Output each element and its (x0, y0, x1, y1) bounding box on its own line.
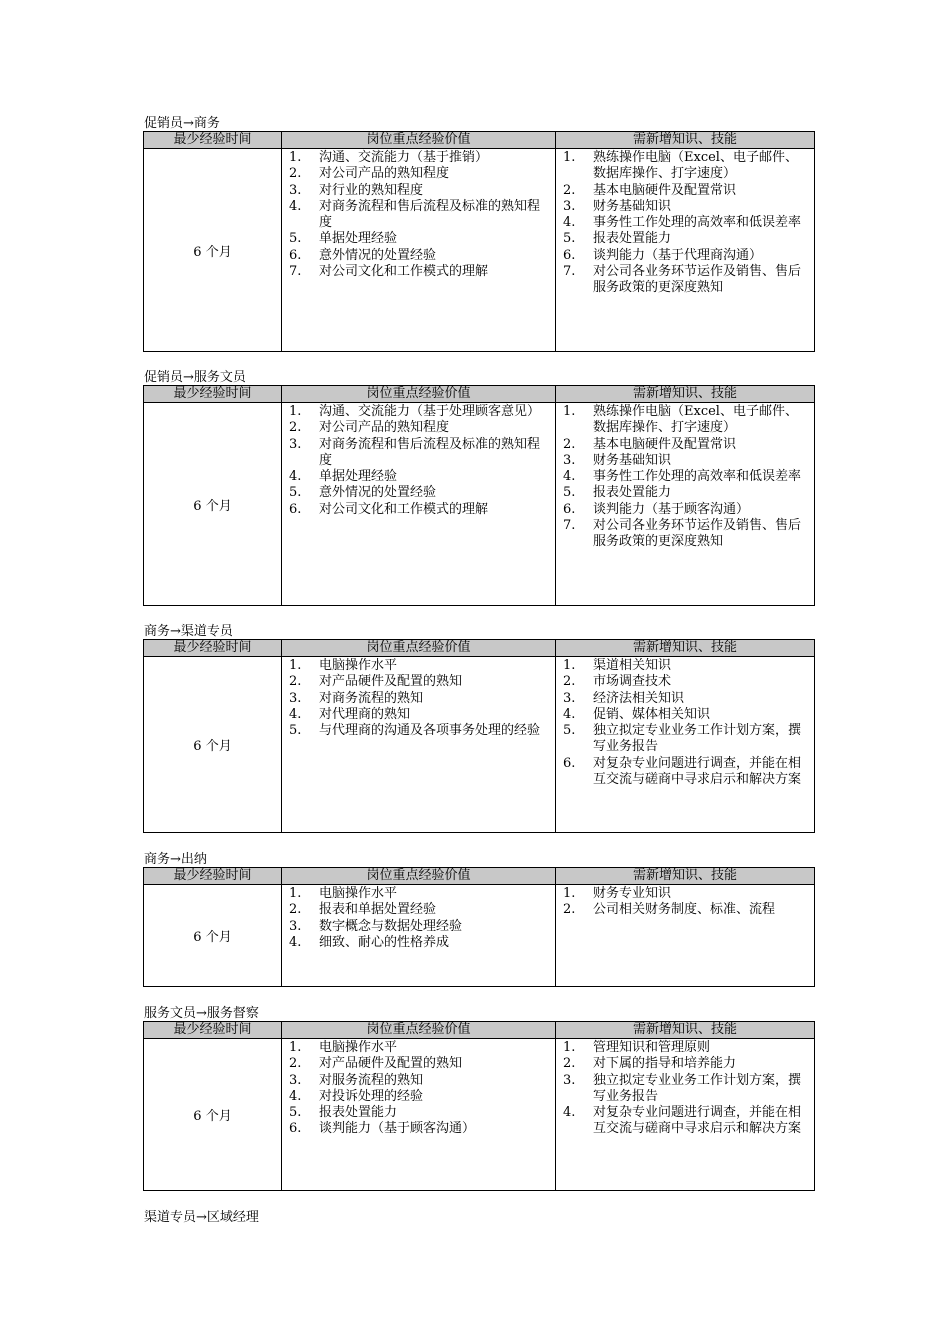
duration-cell: 6 个月 (144, 885, 282, 987)
value-cell (282, 885, 556, 987)
list-item (563, 150, 808, 183)
list-item (563, 502, 808, 518)
list-number: 3. (563, 690, 576, 706)
transition-table (143, 867, 815, 987)
skills-header: 需新增知识、技能 (556, 132, 815, 149)
list-item-text: 对商务流程和售后流程及标准的熟知程度 (319, 198, 541, 231)
list-number: 3. (289, 436, 302, 452)
list-number: 6. (563, 501, 576, 517)
list-number: 4. (289, 1088, 302, 1104)
list-item (563, 723, 808, 756)
list-number: 2. (289, 420, 302, 436)
list-number: 3. (289, 918, 302, 934)
list-item (289, 1040, 549, 1056)
skills-cell (556, 885, 815, 987)
list-item-text: 对服务流程的熟知 (319, 1072, 424, 1088)
list-number: 5. (563, 231, 576, 247)
list-number: 6. (563, 755, 576, 771)
list-item (563, 199, 808, 215)
skills-cell (556, 149, 815, 352)
list-item (563, 437, 808, 453)
list-number: 4. (289, 469, 302, 485)
list-number: 4. (563, 706, 576, 722)
list-item (289, 935, 549, 951)
list-item-text: 意外情况的处置经验 (319, 485, 437, 501)
list-number: 3. (289, 690, 302, 706)
list-item (289, 437, 549, 470)
list-item (563, 1056, 808, 1072)
list-item-text: 电脑操作水平 (319, 1040, 398, 1055)
list-item-text: 财务基础知识 (593, 452, 672, 468)
list-item-text: 对行业的熟知程度 (319, 182, 424, 198)
list-item-text: 事务性工作处理的高效率和低误差率 (593, 469, 802, 485)
list-item-text: 熟练操作电脑（Excel、电子邮件、数据库操作、打字速度） (593, 150, 798, 182)
list-item (563, 215, 808, 231)
list-number: 2. (289, 674, 302, 690)
transition-table (143, 385, 815, 606)
list-item (289, 723, 549, 739)
list-item-text: 对代理商的熟知 (319, 706, 411, 722)
list-item-text: 事务性工作处理的高效率和低误差率 (593, 215, 802, 231)
duration-header: 最少经验时间 (144, 1022, 282, 1039)
list-item-text: 单据处理经验 (319, 469, 398, 485)
list-item (289, 231, 549, 247)
list-number: 3. (563, 452, 576, 468)
list-number: 1. (563, 404, 576, 419)
list-item (289, 183, 549, 199)
list-number: 3. (563, 198, 576, 214)
list-item (289, 404, 549, 420)
list-number: 7. (289, 264, 302, 280)
list-item-text: 与代理商的沟通及各项事务处理的经验 (319, 723, 541, 739)
list-item-text: 市场调查技术 (593, 674, 672, 690)
list-number: 3. (563, 1072, 576, 1088)
list-number: 1. (563, 658, 576, 673)
list-item (563, 485, 808, 501)
list-item (563, 674, 808, 690)
list-item-text: 报表处置能力 (319, 1105, 398, 1121)
duration-header: 最少经验时间 (144, 132, 282, 149)
duration-cell: 6 个月 (144, 149, 282, 352)
value-cell (282, 657, 556, 833)
list-number: 6. (289, 247, 302, 263)
numbered-list (556, 885, 814, 919)
list-item-text: 对公司产品的熟知程度 (319, 166, 450, 182)
list-item-text: 对投诉处理的经验 (319, 1088, 424, 1104)
list-item (289, 1056, 549, 1072)
list-item (289, 674, 549, 690)
list-item (563, 1040, 808, 1056)
list-number: 5. (563, 485, 576, 501)
numbered-list (556, 403, 814, 551)
list-item-text: 单据处理经验 (319, 231, 398, 247)
list-item-text: 报表和单据处置经验 (319, 902, 437, 918)
duration-header: 最少经验时间 (144, 868, 282, 885)
list-item-text: 基本电脑硬件及配置常识 (593, 436, 737, 452)
numbered-list (282, 403, 555, 518)
list-item (289, 420, 549, 436)
list-number: 4. (289, 198, 302, 214)
skills-cell (556, 1039, 815, 1191)
transition-table (143, 1021, 815, 1191)
list-item-text: 对公司各业务环节运作及销售、售后服务政策的更深度熟知 (593, 264, 802, 296)
list-item (289, 658, 549, 674)
list-item-text: 渠道相关知识 (593, 658, 672, 673)
list-number: 6. (289, 1121, 302, 1137)
list-item (563, 756, 808, 789)
list-number: 6. (563, 247, 576, 263)
list-item-text: 对公司文化和工作模式的理解 (319, 501, 489, 517)
list-item-text: 对复杂专业问题进行调查，并能在相互交流与磋商中寻求启示和解决方案 (593, 1105, 802, 1137)
list-number: 5. (563, 723, 576, 739)
list-item (563, 231, 808, 247)
list-item-text: 对公司文化和工作模式的理解 (319, 264, 489, 280)
list-number: 4. (563, 469, 576, 485)
list-item-text: 经济法相关知识 (593, 690, 685, 706)
list-item (563, 453, 808, 469)
numbered-list (282, 885, 555, 951)
list-item-text: 报表处置能力 (593, 485, 672, 501)
list-item-text: 公司相关财务制度、标准、流程 (593, 902, 776, 918)
list-item-text: 沟通、交流能力（基于推销） (319, 150, 489, 165)
list-number: 2. (563, 902, 576, 918)
list-item (563, 1105, 808, 1138)
list-number: 1. (289, 1040, 302, 1055)
value-header: 岗位重点经验价值 (282, 1022, 556, 1039)
list-item-text: 沟通、交流能力（基于处理顾客意见） (319, 404, 541, 419)
list-number: 2. (289, 902, 302, 918)
list-item-text: 财务基础知识 (593, 198, 672, 214)
numbered-list (282, 149, 555, 280)
list-number: 1. (563, 886, 576, 901)
list-number: 1. (289, 150, 302, 165)
list-item (289, 886, 549, 902)
list-item (289, 1105, 549, 1121)
list-item-text: 谈判能力（基于顾客沟通） (593, 501, 750, 517)
list-item-text: 电脑操作水平 (319, 886, 398, 901)
section-title: 促销员→商务 (144, 116, 220, 131)
list-item-text: 熟练操作电脑（Excel、电子邮件、数据库操作、打字速度） (593, 404, 798, 436)
list-item (289, 166, 549, 182)
section-title: 商务→出纳 (144, 852, 207, 867)
list-number: 3. (289, 1072, 302, 1088)
section-title: 促销员→服务文员 (144, 370, 246, 385)
list-item (563, 469, 808, 485)
list-item (289, 199, 549, 232)
value-header: 岗位重点经验价值 (282, 386, 556, 403)
skills-cell (556, 657, 815, 833)
list-item-text: 基本电脑硬件及配置常识 (593, 182, 737, 198)
value-cell (282, 149, 556, 352)
list-item (289, 1121, 549, 1137)
list-number: 1. (563, 1040, 576, 1055)
list-item-text: 对商务流程和售后流程及标准的熟知程度 (319, 436, 541, 468)
list-number: 2. (289, 1056, 302, 1072)
list-item (563, 707, 808, 723)
list-item (289, 707, 549, 723)
skills-header: 需新增知识、技能 (556, 640, 815, 657)
list-item-text: 促销、媒体相关知识 (593, 706, 711, 722)
list-number: 1. (289, 886, 302, 901)
list-item (289, 150, 549, 166)
list-number: 2. (563, 674, 576, 690)
list-item (563, 886, 808, 902)
list-number: 1. (563, 150, 576, 165)
list-item-text: 管理知识和管理原则 (593, 1040, 711, 1055)
list-item (289, 248, 549, 264)
skills-header: 需新增知识、技能 (556, 1022, 815, 1039)
list-item (289, 691, 549, 707)
list-number: 1. (289, 658, 302, 673)
duration-cell: 6 个月 (144, 403, 282, 606)
list-number: 7. (563, 264, 576, 280)
list-number: 5. (289, 723, 302, 739)
value-cell (282, 403, 556, 606)
list-item (289, 485, 549, 501)
list-item-text: 意外情况的处置经验 (319, 247, 437, 263)
list-number: 2. (563, 1056, 576, 1072)
list-item (563, 902, 808, 918)
list-item-text: 谈判能力（基于代理商沟通） (593, 247, 763, 263)
list-number: 4. (289, 706, 302, 722)
value-header: 岗位重点经验价值 (282, 132, 556, 149)
list-number: 7. (563, 518, 576, 534)
list-item (289, 502, 549, 518)
numbered-list (282, 657, 555, 739)
list-item-text: 对产品硬件及配置的熟知 (319, 1056, 463, 1072)
list-number: 4. (289, 934, 302, 950)
list-number: 5. (289, 231, 302, 247)
list-item (289, 469, 549, 485)
list-item-text: 对下属的指导和培养能力 (593, 1056, 737, 1072)
numbered-list (556, 657, 814, 788)
section-title: 商务→渠道专员 (144, 624, 233, 639)
list-item-text: 独立拟定专业业务工作计划方案，撰写业务报告 (593, 723, 802, 755)
list-item (563, 248, 808, 264)
duration-cell: 6 个月 (144, 1039, 282, 1191)
transition-table (143, 131, 815, 352)
skills-header: 需新增知识、技能 (556, 386, 815, 403)
list-item-text: 报表处置能力 (593, 231, 672, 247)
numbered-list (282, 1039, 555, 1138)
skills-cell (556, 403, 815, 606)
list-item-text: 对商务流程的熟知 (319, 690, 424, 706)
list-number: 3. (289, 182, 302, 198)
list-item-text: 对公司各业务环节运作及销售、售后服务政策的更深度熟知 (593, 518, 802, 550)
list-item-text: 细致、耐心的性格养成 (319, 934, 450, 950)
list-number: 4. (563, 215, 576, 231)
value-header: 岗位重点经验价值 (282, 640, 556, 657)
list-item (563, 1073, 808, 1106)
list-item-text: 对复杂专业问题进行调查，并能在相互交流与磋商中寻求启示和解决方案 (593, 755, 802, 788)
list-number: 2. (563, 182, 576, 198)
list-number: 5. (289, 1105, 302, 1121)
section-title: 服务文员→服务督察 (144, 1006, 259, 1021)
list-item (289, 1073, 549, 1089)
list-item-text: 数字概念与数据处理经验 (319, 918, 463, 934)
transition-table (143, 639, 815, 833)
list-item-text: 谈判能力（基于顾客沟通） (319, 1121, 476, 1137)
list-number: 2. (289, 166, 302, 182)
value-header: 岗位重点经验价值 (282, 868, 556, 885)
list-item (289, 264, 549, 280)
list-item (563, 518, 808, 551)
list-item (289, 902, 549, 918)
list-item (563, 264, 808, 297)
duration-header: 最少经验时间 (144, 640, 282, 657)
list-number: 2. (563, 436, 576, 452)
numbered-list (556, 149, 814, 297)
list-number: 6. (289, 501, 302, 517)
list-item-text: 独立拟定专业业务工作计划方案，撰写业务报告 (593, 1072, 802, 1104)
list-item-text: 对产品硬件及配置的熟知 (319, 674, 463, 690)
list-item (289, 919, 549, 935)
list-item (563, 691, 808, 707)
list-item (563, 183, 808, 199)
value-cell (282, 1039, 556, 1191)
numbered-list (556, 1039, 814, 1138)
section-title: 渠道专员→区域经理 (144, 1210, 259, 1225)
duration-header: 最少经验时间 (144, 386, 282, 403)
list-item (563, 658, 808, 674)
list-number: 4. (563, 1105, 576, 1121)
list-number: 5. (289, 485, 302, 501)
list-item-text: 财务专业知识 (593, 886, 672, 901)
list-item-text: 对公司产品的熟知程度 (319, 420, 450, 436)
duration-cell: 6 个月 (144, 657, 282, 833)
list-item-text: 电脑操作水平 (319, 658, 398, 673)
list-item (563, 404, 808, 437)
list-number: 1. (289, 404, 302, 419)
skills-header: 需新增知识、技能 (556, 868, 815, 885)
list-item (289, 1089, 549, 1105)
